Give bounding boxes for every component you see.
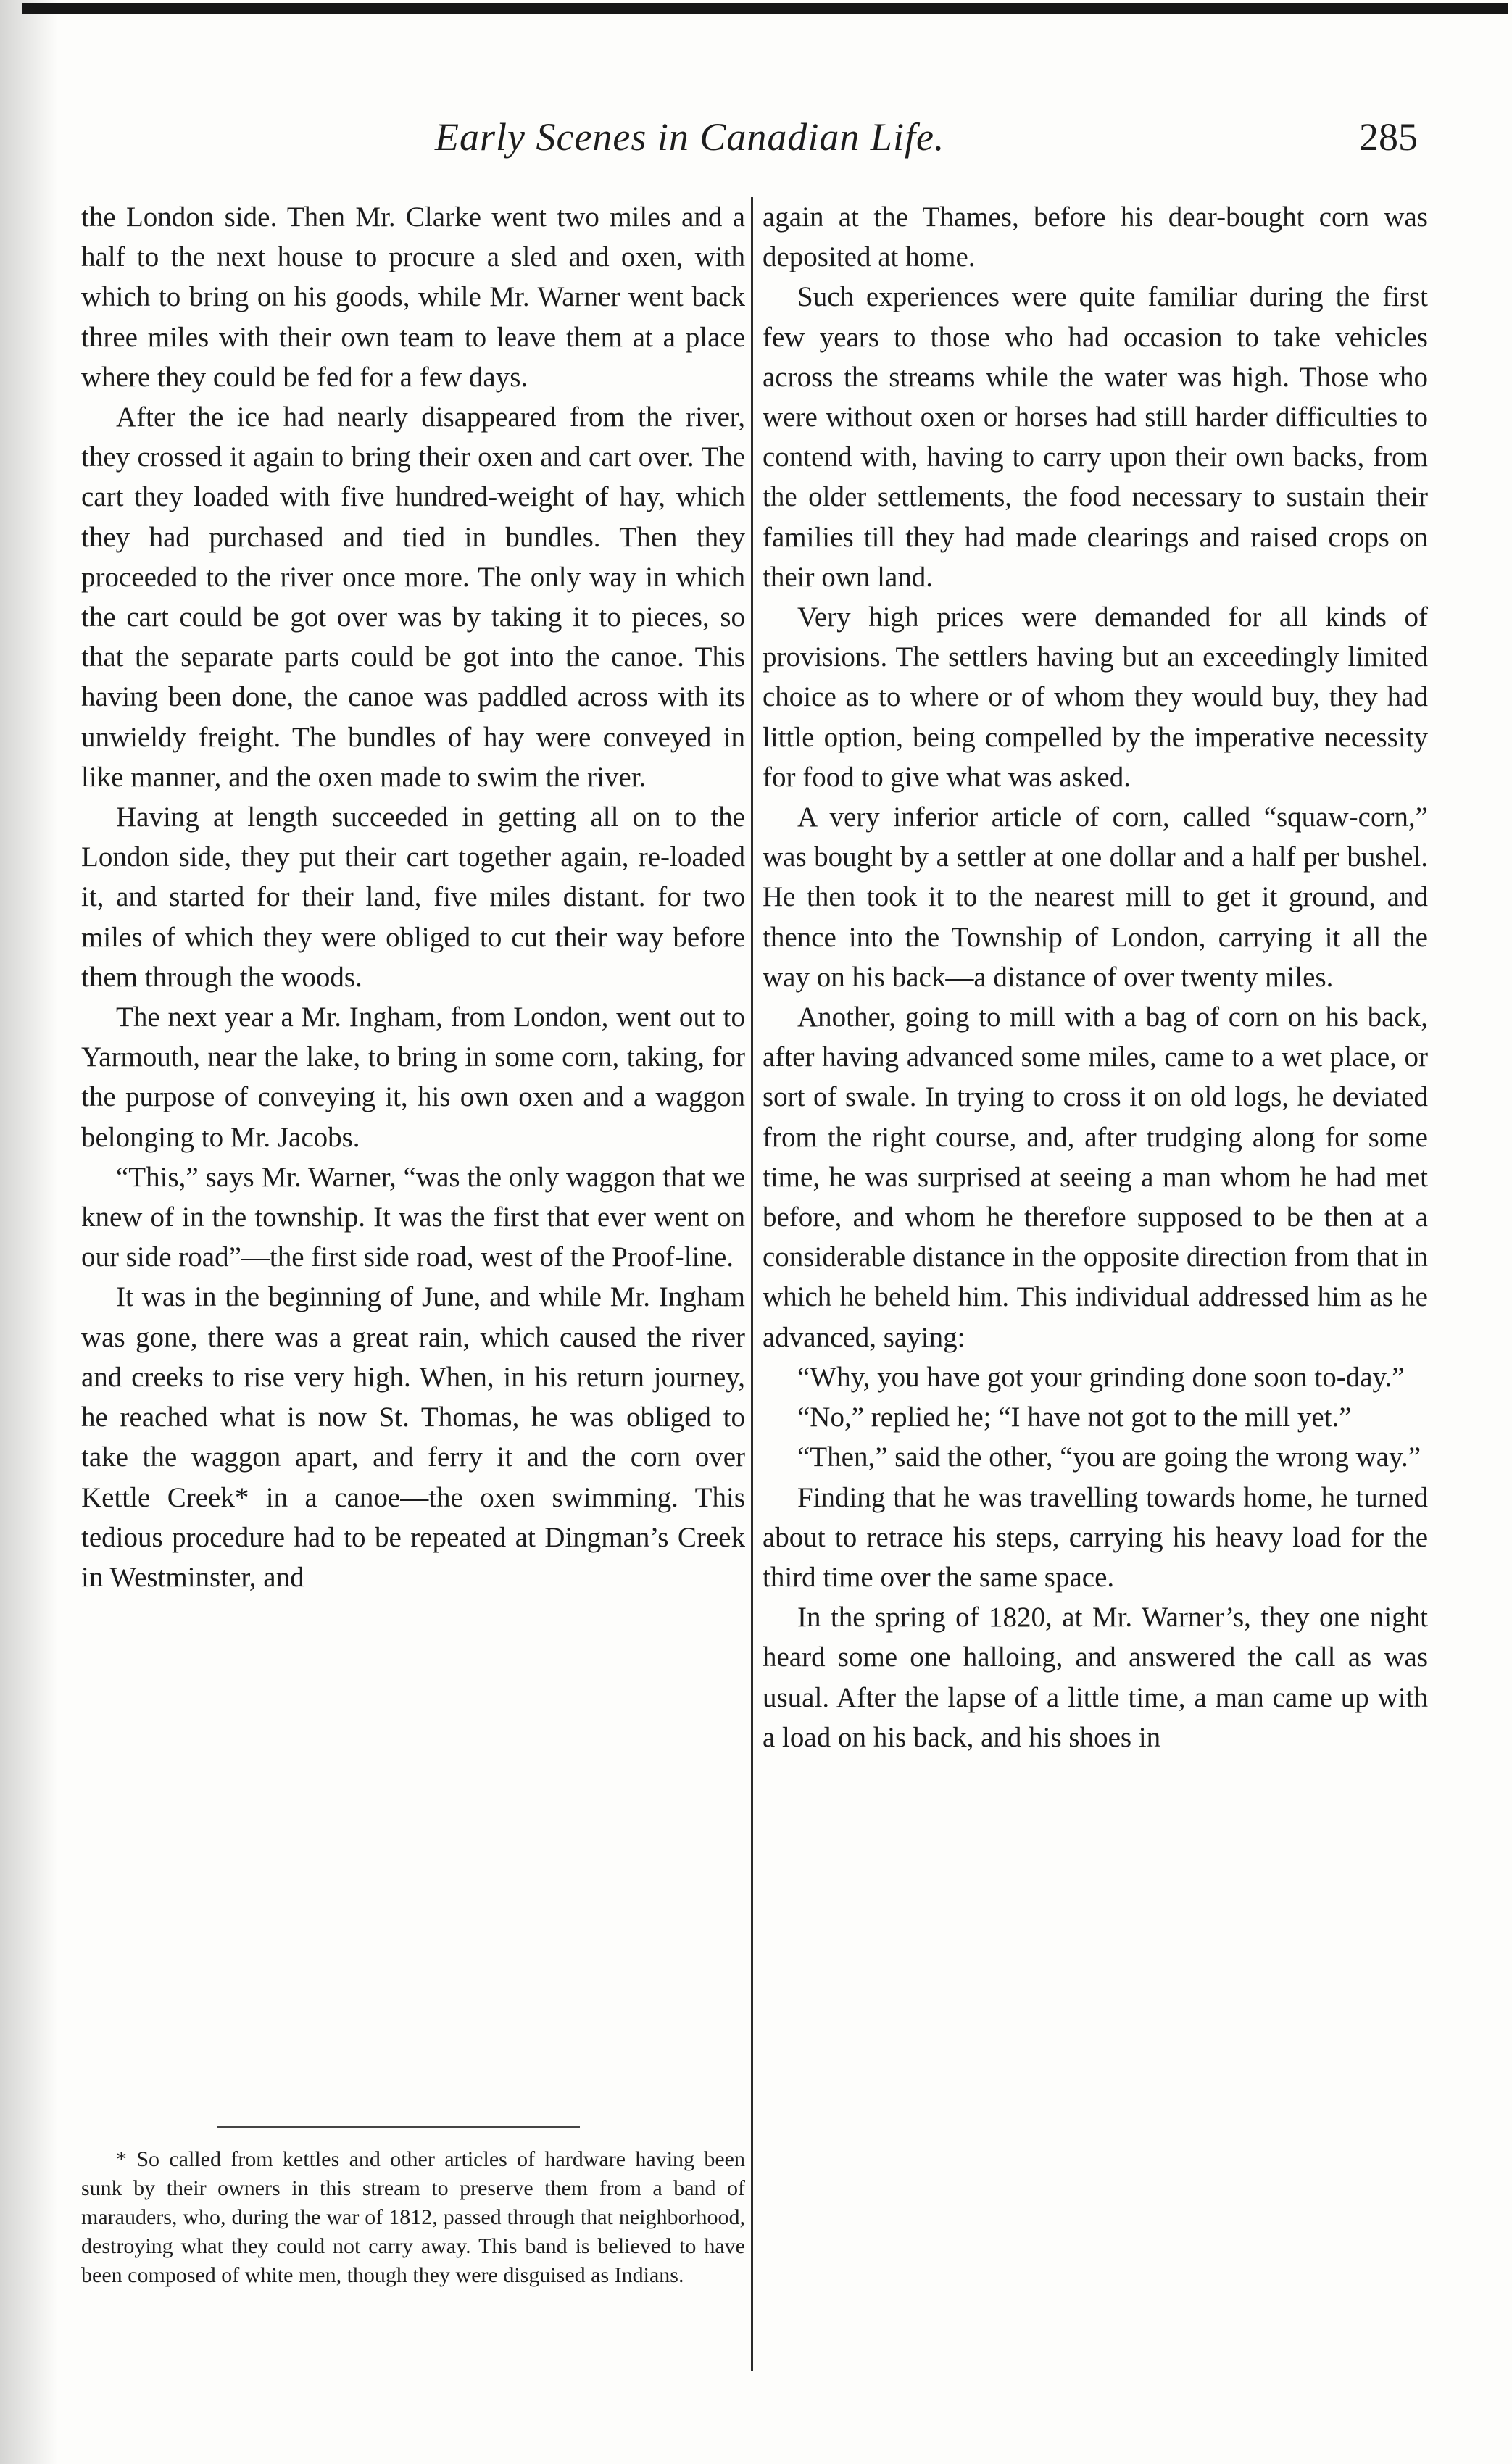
- footnote-text: * So called from kettles and other articles of hardware having been sunk by their owners in this stream to preserve them from a band of marauders, who, during the war of 1812, passed through that neighborhood, destroying what they could not carry away. This band is believed to have been composed of white men, though they were disguised as Indians.: [81, 2147, 745, 2287]
- paragraph: Very high prices were demanded for all kinds of provisions. The settlers having but an exceedingly limited choice as to where or of whom they would buy, they had little option, being compelled by the imperative necessity for food to give what was asked.: [763, 602, 1428, 793]
- paragraph: Having at length succeeded in getting all on to the London side, they put their cart together again, re-loaded it, and started for their land, five miles distant. for two miles of which they were obliged to cut their way before them through the woods.: [81, 802, 745, 993]
- paragraph: “No,” replied he; “I have not got to the mill yet.”: [797, 1402, 1352, 1433]
- paragraph: Such experiences were quite familiar during the first few years to those who had occasion to take vehicles across the streams while the water was high. Those who were without oxen or horses had still harder difficulties to contend with, having to carry upon their own backs, from the older settlements, the food necessary to sustain their families till they had made clearings and raised crops on their own land.: [763, 281, 1428, 593]
- page-edge-shadow: [0, 0, 58, 2464]
- paragraph: Another, going to mill with a bag of corn on his back, after having advanced some miles, came to a wet place, or sort of swale. In trying to cross it on old logs, he deviated from the right course, and, after trudging along for some time, he was surprised at seeing a man whom he had met before, and whom he therefore supposed to be then at a considerable distance in the opposite direction from that in which he beheld him. This individual addressed him as he advanced, saying:: [763, 1002, 1428, 1353]
- paragraph: In the spring of 1820, at Mr. Warner’s, they one night heard some one halloing, and answered the call as was usual. After the lapse of a little time, a man came up with a load on his back, and his shoes in: [763, 1602, 1428, 1753]
- paragraph: again at the Thames, before his dear-bought corn was deposited at home.: [763, 201, 1428, 273]
- paragraph: A very inferior article of corn, called “squaw-corn,” was bought by a settler at one dollar and a half per bushel. He then took it to the nearest mill to get it ground, and thence into the Township of London, carrying it all the way on his back—a distance of over twenty miles.: [763, 802, 1428, 993]
- paragraph: the London side. Then Mr. Clarke went two miles and a half to the next house to procure a sled and oxen, with which to bring on his goods, while Mr. Warner went back three miles with their own team to leave them at a place where they could be fed for a few days.: [81, 201, 745, 393]
- footnote: [81, 2145, 745, 2290]
- running-title: Early Scenes in Canadian Life.: [435, 115, 945, 159]
- paragraph: Finding that he was travelling towards home, he turned about to retrace his steps, carrying his heavy load for the third time over the same space.: [763, 1481, 1428, 1593]
- right-column: [763, 197, 1428, 1757]
- paragraph: “Then,” said the other, “you are going the wrong way.”: [797, 1441, 1421, 1473]
- page-number: 285: [1359, 115, 1418, 159]
- column-divider: [751, 197, 753, 2371]
- paragraph: The next year a Mr. Ingham, from London, went out to Yarmouth, near the lake, to bring in some corn, taking, for the purpose of conveying it, his own oxen and a waggon belonging to Mr. Jacobs.: [81, 1002, 745, 1153]
- left-column: [81, 197, 745, 1597]
- running-header: [0, 115, 1512, 172]
- paragraph: After the ice had nearly disappeared from the river, they crossed it again to bring their oxen and cart over. The cart they loaded with five hundred-weight of hay, which they had purchased and tied in bundles. Then they proceeded to the river once more. The only way in which the cart could be got over was by taking it to pieces, so that the separate parts could be got into the canoe. This having been done, the canoe was paddled across with its unwieldy freight. The bundles of hay were conveyed in like manner, and the oxen made to swim the river.: [81, 401, 745, 793]
- paragraph: “This,” says Mr. Warner, “was the only waggon that we knew of in the township. It was the first that ever went on our side road”—the first side road, west of the Proof-line.: [81, 1161, 745, 1273]
- paragraph: It was in the beginning of June, and while Mr. Ingham was gone, there was a great rain, which caused the river and creeks to rise very high. When, in his return journey, he reached what is now St. Thomas, he was obliged to take the waggon apart, and ferry it and the corn over Kettle Creek* in a canoe—the oxen swimming. This tedious procedure had to be repeated at Dingman’s Creek in Westminster, and: [81, 1281, 745, 1593]
- top-border-rule: [22, 3, 1508, 14]
- footnote-rule: [217, 2126, 580, 2128]
- paragraph: “Why, you have got your grinding done soon to-day.”: [797, 1361, 1405, 1393]
